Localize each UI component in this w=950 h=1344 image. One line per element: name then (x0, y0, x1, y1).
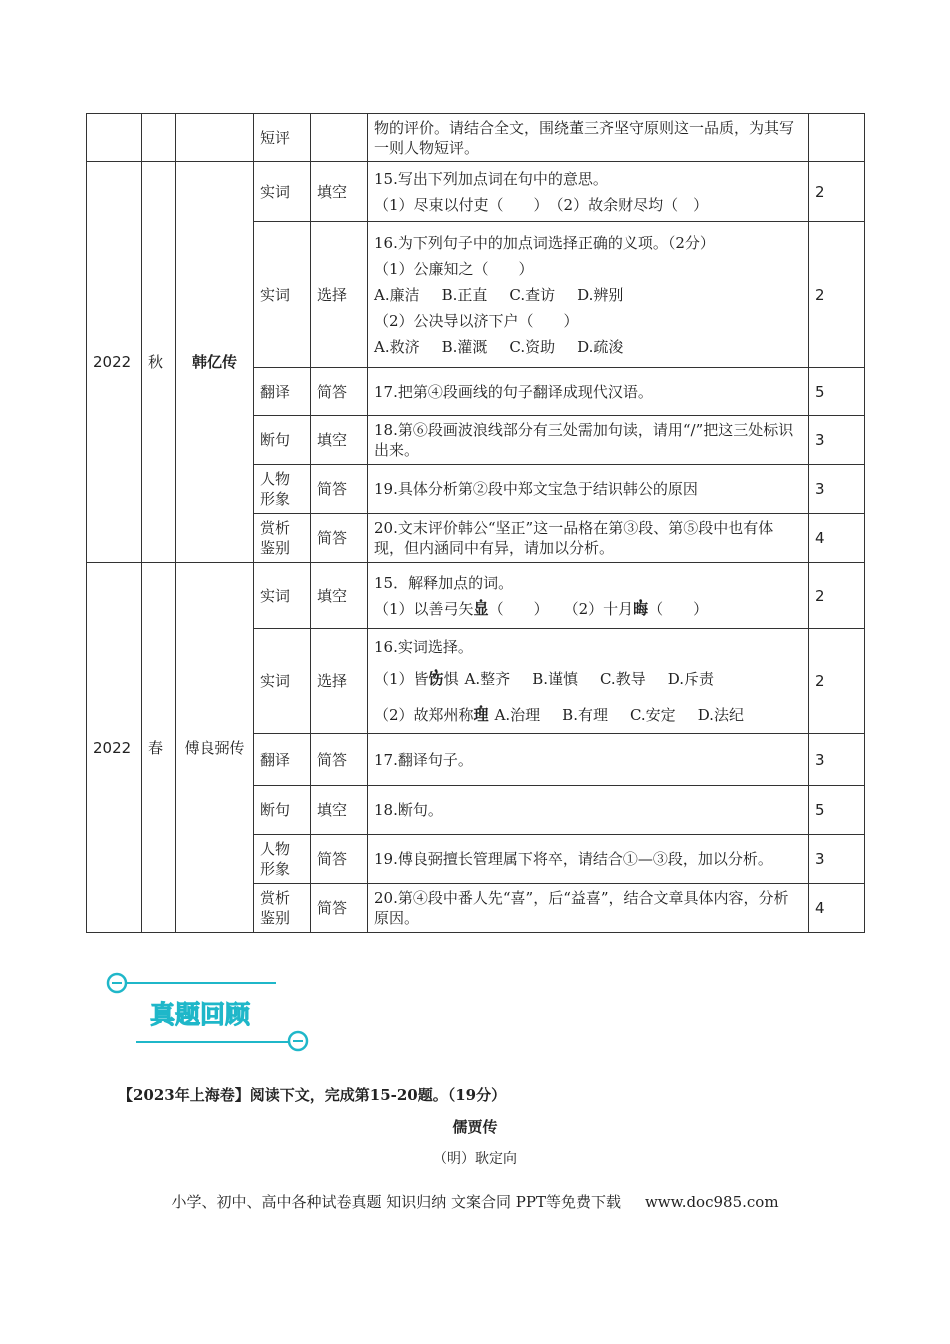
table-row (87, 162, 865, 222)
question-cell: 18.断句。 (368, 786, 809, 835)
article-title-cell: 韩亿传 (176, 162, 254, 563)
year-cell: 2022 (87, 162, 142, 563)
type-cell: 赏析鉴别 (254, 884, 311, 933)
question-cell: 19.具体分析第②段中郑文宝急于结识韩公的原因 (368, 465, 809, 514)
option: D.法纪 (697, 706, 744, 724)
article-title-cell: 傅良弼传 (176, 563, 254, 933)
type-cell: 实词 (254, 162, 311, 222)
score-cell: 5 (809, 368, 865, 416)
subitem-text: （1）以善弓矢 (374, 599, 474, 618)
question-text: 15.写出下列加点词在句中的意思。 (374, 169, 608, 188)
option: D.辨别 (577, 285, 624, 304)
option: A.治理 (494, 706, 541, 724)
subitem-text: （2）十月 (571, 599, 634, 618)
subitem-text: （2）故郑州称 (374, 706, 474, 724)
option: B.灌溉 (441, 337, 488, 356)
page-footer (0, 1191, 950, 1212)
question-subitem (374, 657, 802, 689)
answer-options (374, 279, 802, 305)
type-cell: 断句 (254, 786, 311, 835)
dotted-word: 饬 (428, 670, 444, 688)
option: C.资助 (509, 337, 556, 356)
score-cell: 4 (809, 884, 865, 933)
title-cell (176, 114, 254, 162)
type-cell: 实词 (254, 222, 311, 368)
question-cell: 20.文末评价韩公“坚正”这一品格在第③段、第⑤段中也有体现，但内涵同中有异，请加以分析。 (368, 514, 809, 563)
score-cell: 2 (809, 629, 865, 734)
footer-text: 小学、初中、高中各种试卷真题 知识归纳 文案合同 PPT等免费下载 (171, 1193, 621, 1211)
score-cell: 2 (809, 563, 865, 629)
form-cell: 简答 (311, 368, 368, 416)
form-cell: 填空 (311, 786, 368, 835)
form-cell: 选择 (311, 629, 368, 734)
question-cell (368, 162, 809, 222)
form-cell (311, 114, 368, 162)
subitem-text: （1）皆 (374, 670, 429, 688)
type-cell: 翻译 (254, 368, 311, 416)
option: A.廉洁 (374, 285, 420, 304)
subitem-text: 惧 (443, 670, 459, 688)
type-cell: 人物形象 (254, 835, 311, 884)
instruction-text: 阅读下文，完成第15-20题。（19分） (249, 1086, 507, 1104)
banner-title: 真题回顾 (150, 1000, 251, 1029)
question-cell: 20.第④段中番人先“喜”，后“益喜”，结合文章具体内容，分析原因。 (368, 884, 809, 933)
dotted-word: 显 (473, 599, 489, 618)
score-cell: 3 (809, 416, 865, 465)
question-subitem: （1）公廉知之（ ） (374, 259, 534, 278)
option: A.救济 (374, 337, 420, 356)
question-cell (368, 222, 809, 368)
score-cell: 2 (809, 162, 865, 222)
type-cell: 短评 (254, 114, 311, 162)
option: C.安定 (629, 706, 676, 724)
question-cell: 物的评价。请结合全文，围绕董三齐坚守原则这一品质，为其写一则人物短评。 (368, 114, 809, 162)
form-cell: 简答 (311, 514, 368, 563)
type-cell: 赏析鉴别 (254, 514, 311, 563)
circle-line-icon (108, 974, 276, 992)
option: B.正直 (441, 285, 488, 304)
score-cell: 3 (809, 465, 865, 514)
exam-source: 【2023年上海卷】 (118, 1086, 250, 1104)
form-cell: 填空 (311, 162, 368, 222)
question-cell: 19.傅良弼擅长管理属下将卒，请结合①—③段，加以分析。 (368, 835, 809, 884)
option: D.斥责 (667, 670, 714, 688)
question-intro (118, 1084, 506, 1105)
season-cell: 春 (142, 563, 176, 933)
season-cell (142, 114, 176, 162)
question-text: 15．解释加点的词。 (374, 573, 514, 592)
type-cell: 实词 (254, 629, 311, 734)
question-cell: 17.把第④段画线的句子翻译成现代汉语。 (368, 368, 809, 416)
score-cell: 4 (809, 514, 865, 563)
form-cell: 填空 (311, 416, 368, 465)
score-cell: 3 (809, 835, 865, 884)
option: C.教导 (599, 670, 646, 688)
form-cell: 简答 (311, 734, 368, 786)
answer-blank: （ ） (488, 599, 542, 618)
type-cell: 实词 (254, 563, 311, 629)
score-cell: 2 (809, 222, 865, 368)
year-cell (87, 114, 142, 162)
season-cell: 秋 (142, 162, 176, 563)
answer-blank: （ ） (648, 599, 709, 618)
section-banner (104, 965, 319, 1060)
option: A.整齐 (464, 670, 511, 688)
question-text: 16.实词选择。 (374, 638, 473, 656)
question-text: 16.为下列句子中的加点词选择正确的义项。（2分） (374, 233, 715, 252)
exam-question-table (86, 113, 865, 933)
question-subitems (374, 593, 802, 619)
question-cell (368, 563, 809, 629)
year-cell: 2022 (87, 563, 142, 933)
question-cell (368, 629, 809, 734)
score-cell: 5 (809, 786, 865, 835)
type-cell: 人物形象 (254, 465, 311, 514)
question-cell: 17.翻译句子。 (368, 734, 809, 786)
type-cell: 翻译 (254, 734, 311, 786)
table-row (87, 563, 865, 629)
footer-link[interactable]: www.doc985.com (644, 1193, 779, 1211)
question-subitems: （1）尽束以付吏（ ） （2）故余财尽均（ ） (374, 195, 709, 214)
option: B.谨慎 (532, 670, 578, 688)
circle-line-icon (136, 1032, 307, 1050)
form-cell: 填空 (311, 563, 368, 629)
type-cell: 断句 (254, 416, 311, 465)
option: C.查访 (509, 285, 556, 304)
question-subitem: （2）公决导以济下户（ ） (374, 311, 579, 330)
form-cell: 简答 (311, 835, 368, 884)
option: B.有理 (562, 706, 608, 724)
passage-title: 儒贾传 (452, 1118, 498, 1136)
score-cell (809, 114, 865, 162)
form-cell: 简答 (311, 465, 368, 514)
question-subitem (374, 689, 802, 725)
dotted-word: 理 (473, 706, 489, 724)
form-cell: 简答 (311, 884, 368, 933)
dotted-word: 晦 (633, 599, 649, 618)
form-cell: 选择 (311, 222, 368, 368)
score-cell: 3 (809, 734, 865, 786)
passage-author: （明）耿定向 (433, 1151, 517, 1167)
table-row (87, 114, 865, 162)
option: D.疏浚 (577, 337, 624, 356)
question-cell: 18.第⑥段画波浪线部分有三处需加句读，请用“/”把这三处标识出来。 (368, 416, 809, 465)
answer-options (374, 331, 802, 357)
